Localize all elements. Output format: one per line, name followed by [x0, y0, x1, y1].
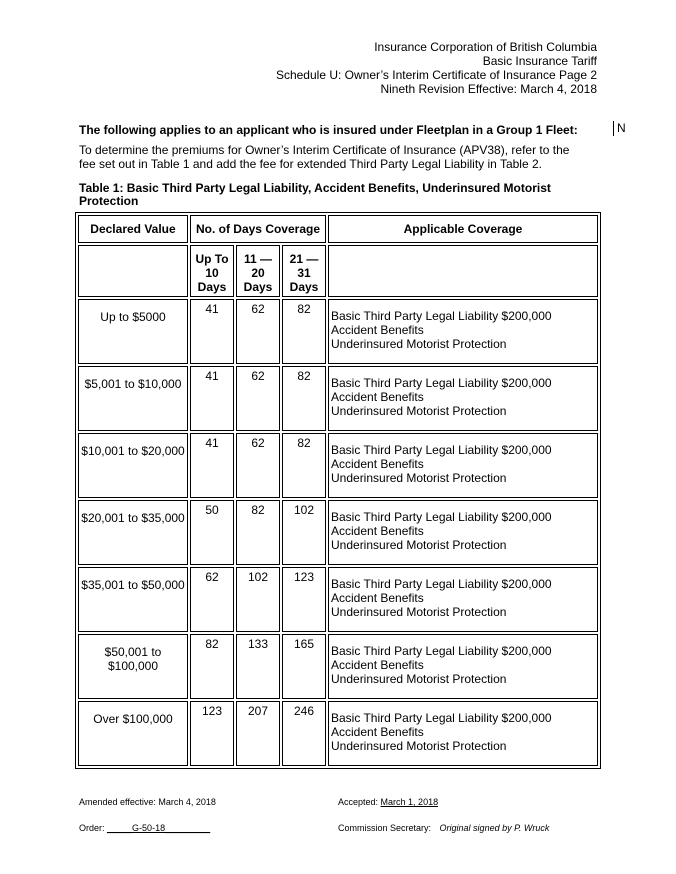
- coverage-line: Basic Third Party Legal Liability $200,000: [331, 644, 552, 658]
- signature-text: Original signed by P. Wruck: [439, 823, 550, 833]
- intro-paragraph: To determine the premiums for Owner’s Interim Certificate of Insurance (APV38), refer to the fee set out in Table 1 and add the fee for extended Third Party Legal Liability in Table 2.: [79, 143, 570, 171]
- fee-cell: 133: [236, 634, 280, 699]
- declared-value-cell: $10,001 to $20,000: [78, 433, 188, 498]
- fee-cell: 41: [190, 433, 234, 498]
- coverage-line: Underinsured Motorist Protection: [331, 337, 507, 351]
- header-line-org: Insurance Corporation of British Columbia: [374, 40, 597, 54]
- coverage-cell: [328, 701, 598, 766]
- table-row: [78, 433, 598, 498]
- coverage-cell: [328, 567, 598, 632]
- coverage-line: Accident Benefits: [331, 457, 424, 471]
- coverage-line: Underinsured Motorist Protection: [331, 538, 507, 552]
- table-subheader-row: [78, 245, 598, 297]
- coverage-line: Accident Benefits: [331, 323, 424, 337]
- coverage-cell: [328, 433, 598, 498]
- coverage-line: Basic Third Party Legal Liability $200,000: [331, 711, 552, 725]
- coverage-line: Accident Benefits: [331, 591, 424, 605]
- coverage-line: Accident Benefits: [331, 725, 424, 739]
- order-label: Order:: [79, 823, 105, 833]
- subheader-11-20-days: 11 — 20 Days: [236, 245, 280, 297]
- coverage-cell: [328, 634, 598, 699]
- fee-cell: 82: [190, 634, 234, 699]
- fee-cell: 62: [236, 433, 280, 498]
- fee-cell: 62: [236, 299, 280, 364]
- subheader-blank-right: [328, 245, 598, 297]
- order-number: _____G-50-18_________: [107, 823, 211, 833]
- declared-value-cell: Up to $5000: [78, 299, 188, 364]
- declared-value-cell: Over $100,000: [78, 701, 188, 766]
- coverage-line: Basic Third Party Legal Liability $200,000: [331, 309, 552, 323]
- rates-table: [75, 212, 601, 769]
- coverage-line: Accident Benefits: [331, 524, 424, 538]
- coverage-line: Underinsured Motorist Protection: [331, 672, 507, 686]
- table-caption: Table 1: Basic Third Party Legal Liability, Accident Benefits, Underinsured Motorist Protection: [79, 181, 551, 208]
- declared-value-cell: $20,001 to $35,000: [78, 500, 188, 565]
- coverage-line: Underinsured Motorist Protection: [331, 739, 507, 753]
- coverage-line: Basic Third Party Legal Liability $200,000: [331, 443, 552, 457]
- fee-cell: 82: [282, 299, 326, 364]
- fee-cell: 41: [190, 366, 234, 431]
- fee-cell: 102: [282, 500, 326, 565]
- accepted-date: March 1, 2018: [380, 797, 439, 807]
- subheader-blank-left: [78, 245, 188, 297]
- declared-value-cell: $5,001 to $10,000: [78, 366, 188, 431]
- subheader-21-31-days: 21 — 31 Days: [282, 245, 326, 297]
- amended-effective: Amended effective: March 4, 2018: [79, 797, 216, 807]
- declared-value-cell: $35,001 to $50,000: [78, 567, 188, 632]
- coverage-line: Basic Third Party Legal Liability $200,000: [331, 376, 552, 390]
- coverage-line: Underinsured Motorist Protection: [331, 471, 507, 485]
- fee-cell: 50: [190, 500, 234, 565]
- fee-cell: 165: [282, 634, 326, 699]
- coverage-line: Underinsured Motorist Protection: [331, 404, 507, 418]
- table-row: [78, 634, 598, 699]
- header-declared-value: Declared Value: [78, 215, 188, 243]
- fee-cell: 123: [282, 567, 326, 632]
- header-line-tariff: Basic Insurance Tariff: [482, 54, 597, 68]
- fee-cell: 102: [236, 567, 280, 632]
- table-row: [78, 567, 598, 632]
- fee-cell: 62: [236, 366, 280, 431]
- subheader-up-to-10-days: Up To 10 Days: [190, 245, 234, 297]
- fee-cell: 62: [190, 567, 234, 632]
- coverage-line: Basic Third Party Legal Liability $200,000: [331, 577, 552, 591]
- header-applicable-coverage: Applicable Coverage: [328, 215, 598, 243]
- fee-cell: 246: [282, 701, 326, 766]
- coverage-cell: [328, 500, 598, 565]
- document-header: [276, 40, 597, 96]
- header-line-schedule: Schedule U: Owner’s Interim Certificate of Insurance Page 2: [275, 68, 597, 82]
- accepted-label: Accepted:: [338, 797, 379, 807]
- table-row: [78, 500, 598, 565]
- header-line-revision: Nineth Revision Effective: March 4, 2018: [380, 82, 597, 96]
- coverage-line: Accident Benefits: [331, 390, 424, 404]
- table-row: [78, 366, 598, 431]
- coverage-line: Basic Third Party Legal Liability $200,000: [331, 510, 552, 524]
- order-block: [79, 823, 210, 833]
- secretary-label: Commission Secretary:: [338, 823, 432, 833]
- coverage-cell: [328, 366, 598, 431]
- coverage-line: Underinsured Motorist Protection: [331, 605, 507, 619]
- intro-heading: The following applies to an applicant who is insured under Fleetplan in a Group 1 Fleet:: [79, 123, 578, 137]
- table-row: [78, 299, 598, 364]
- fee-cell: 123: [190, 701, 234, 766]
- header-days-coverage: No. of Days Coverage: [190, 215, 326, 243]
- coverage-line: Accident Benefits: [331, 658, 424, 672]
- secretary-block: [338, 823, 549, 833]
- coverage-cell: [328, 299, 598, 364]
- revision-margin-mark: N: [613, 121, 626, 136]
- fee-cell: 82: [236, 500, 280, 565]
- declared-value-cell: $50,001 to $100,000: [78, 634, 188, 699]
- table-row: [78, 701, 598, 766]
- fee-cell: 207: [236, 701, 280, 766]
- fee-cell: 82: [282, 433, 326, 498]
- rates-table-body: [78, 215, 598, 766]
- accepted-block: [338, 797, 438, 807]
- fee-cell: 82: [282, 366, 326, 431]
- table-header-row: [78, 215, 598, 243]
- fee-cell: 41: [190, 299, 234, 364]
